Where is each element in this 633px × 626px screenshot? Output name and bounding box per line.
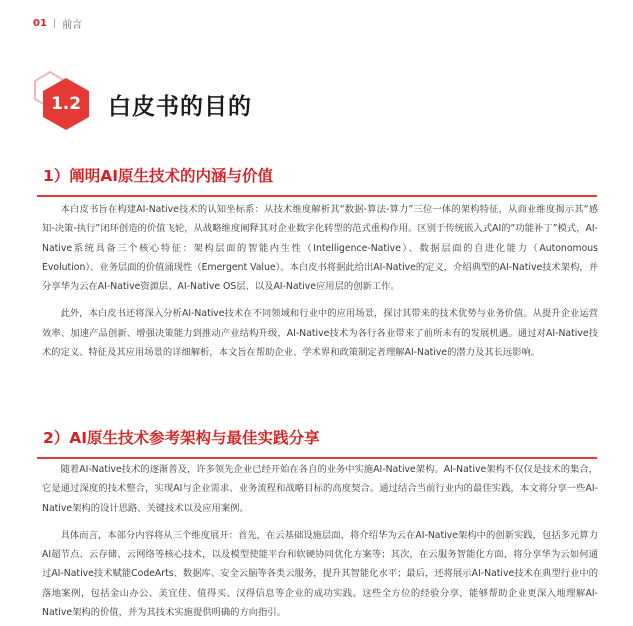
page-number: 01 [33, 18, 47, 29]
paragraph: 随着AI-Native技术的逐渐普及，许多领先企业已经开始在各自的业务中实施AI-Native架构。AI-Native架构不仅仅是技术的集合，它是通过深度的技术整合，实现AI与企业需求、业务流程和战略目标的高度契合。通过结合当前行业内的最佳实践，本文将分享一些AI-Native架构的设计思路、关键技术以及应用案例。 [42, 464, 598, 514]
chapter-heading [40, 76, 252, 132]
section-body-2 [42, 460, 598, 626]
chapter-number: 1.2 [50, 94, 82, 114]
section-divider [37, 195, 597, 197]
header-separator: | [52, 18, 57, 29]
section-heading-1 [37, 164, 597, 197]
paragraph: 具体而言，本部分内容将从三个维度展开：首先，在云基础设施层面，将介绍华为云在AI-Native架构中的创新实践，包括多元算力AI超节点、云存储、云网络等核心技术，以及模型使能平台和软硬协同优化方案等；其次，在云服务智能化方面，将分享华为云如何通过AI-Native技术赋能CodeArts、数据库、安全云脑等各类云服务，提升其智能化水平；最后，还将展示AI-Native技术在典型行业中的落地案例，包括金山办公、美宜佳、值得买、汉得信息等企业的成功实践。这些全方位的经验分享，能够帮助企业更深入地理解AI-Native架构的价值，并为其技术实施提供明确的方向指引。 [42, 529, 598, 619]
chapter-badge [40, 76, 92, 132]
page-header [33, 16, 82, 31]
section-title: 2）AI原生技术参考架构与最佳实践分享 [43, 429, 320, 447]
section-heading-2 [37, 426, 597, 459]
section-title: 1）阐明AI原生技术的内涵与价值 [43, 167, 274, 185]
section-divider [37, 457, 597, 459]
header-section-name: 前言 [62, 20, 83, 31]
section-body-1 [42, 200, 598, 370]
chapter-title: 白皮书的目的 [108, 93, 252, 120]
paragraph: 此外，本白皮书还将深入分析AI-Native技术在不同领域和行业中的应用场景，探讨其带来的技术优势与业务价值。从提升企业运营效率、加速产品创新、增强决策能力到推动产业结构升级，AI-Native技术为各行各业带来了前所未有的发展机遇。通过对AI-Native技术的定义、特征及其应用场景的详细解析，本文旨在帮助企业、学术界和政策制定者理解AI-Native的潜力及其长远影响。 [42, 308, 598, 359]
paragraph: 本白皮书旨在构建AI-Native技术的认知坐标系：从技术维度解析其“数据-算法-算力”三位一体的架构特征，从商业维度揭示其“感知-决策-执行”闭环创造的价值飞轮，从战略维度阐释其对企业数字化转型的范式重构作用。区别于传统嵌入式AI的“功能补丁”模式，AI-Native系统具备三个核心特征：架构层面的智能内生性（Intelligence-Native）、数据层面的自进化能力（Autonomous Evolution）、业务层面的价值涌现性（Emergent Value）。本白皮书将据此给出AI-Native的定义，介绍典型的AI-Native技术架构，并分享华为云在AI-Native资源层、AI-Native OS层、以及AI-Native应用层的创新工作。 [42, 204, 598, 293]
